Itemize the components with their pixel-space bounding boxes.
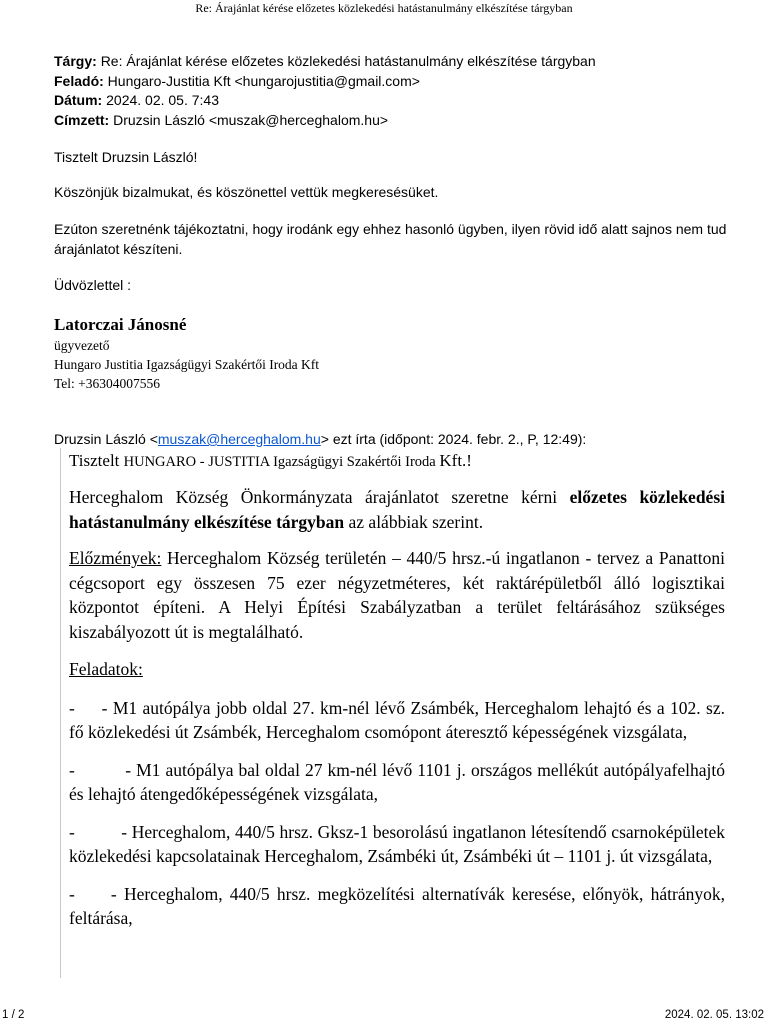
page-number: 1 / 2 (2, 1009, 25, 1021)
tasks-label: Feladatok: (69, 659, 143, 679)
signature-block (54, 314, 654, 393)
request-text-bold: előzetes közlekedési hatástanulmány elkészítése tárgyban (69, 487, 725, 532)
task-item: - - Herceghalom, 440/5 hrsz. Gksz-1 besorolású ingatlanon létesítendő csarnoképületek közlekedési kapcsolatainak Herceghalom, Zsámbéki út, Zsámbéki út – 1101 j. út vizsgálata, (69, 821, 730, 866)
signature-name: Latorczai Jánosné (54, 315, 187, 334)
date-row (54, 91, 734, 111)
from-value: Hungaro-Justitia Kft <hungarojustitia@gmail.com> (107, 72, 420, 89)
from-row (54, 72, 734, 92)
signature-company: Hungaro Justitia Igazságügyi Szakértői Iroda Kft (54, 357, 320, 372)
quoted-greeting-office: Igazságügyi Szakértői Iroda (273, 454, 440, 470)
background-text: Herceghalom Község területén – 440/5 hrsz.-ú ingatlanon - tervez a Panattoni cégcsoport egy összesen 75 ezer négyzetméteres, két raktárépületből álló logisztikai központot építeni. A Helyi Építési Szabályzatban a terület feltárásához szükséges kiszabályozott út is megtalálható. (69, 548, 725, 642)
page-header-title: Re: Árajánlat kérése előzetes közlekedési hatástanulmány elkészítése tárgyban (195, 1, 573, 15)
signature-role: ügyvezető (54, 338, 110, 353)
tasks-heading (69, 657, 725, 682)
task-item: - - Herceghalom, 440/5 hrsz. megközelítési alternatívák keresése, előnyök, hátrányok, feltárása, (69, 883, 730, 928)
reply-greeting: Tisztelt Druzsin László! (54, 149, 198, 165)
quoted-paragraph-request (69, 485, 725, 534)
task-item: - - M1 autópálya jobb oldal 27. km-nél lévő Zsámbék, Herceghalom lehajtó és a 102. sz. fő közlekedési út Zsámbék, Herceghalom csomópont áteresztő képességének vizsgálata, (69, 697, 730, 742)
quoted-greeting (69, 450, 725, 473)
subject-label: Tárgy: (54, 53, 97, 69)
date-value: 2024. 02. 05. 7:43 (106, 92, 219, 108)
quoted-message (60, 448, 730, 978)
signature-phone: Tel: +36304007556 (54, 376, 161, 391)
quoted-greeting-end: Kft.! (439, 451, 472, 470)
subject-value: Re: Árajánlat kérése előzetes közlekedési hatástanulmány elkészítése tárgyban (100, 53, 596, 69)
email-meta (54, 52, 734, 130)
date-label: Dátum: (54, 92, 103, 108)
request-text-c: az alábbiak szerint. (344, 511, 484, 532)
quoted-greeting-company: HUNGARO - JUSTITIA (123, 454, 274, 470)
quoted-greeting-part: Tisztelt (69, 451, 124, 470)
quote-intro (54, 430, 754, 449)
print-timestamp: 2024. 02. 05. 13:02 (664, 1009, 764, 1021)
background-label: Előzmények: (69, 548, 162, 568)
subject-row (54, 52, 734, 72)
from-label: Feladó: (54, 72, 104, 89)
to-label: Címzett: (54, 111, 110, 128)
quote-intro-prefix: Druzsin László < (54, 431, 158, 447)
quote-intro-suffix: > ezt írta (időpont: 2024. febr. 2., P, 12:49): (320, 431, 587, 447)
to-value: Druzsin László <muszak@herceghalom.hu> (113, 111, 389, 128)
task-item: - - M1 autópálya bal oldal 27 km-nél lévő 1101 j. országos mellékút autópályafelhajtó és lehajtó átengedőképességének vizsgálata, (69, 759, 730, 804)
request-text-a: Herceghalom Község Önkormányzata árajánlatot szeretne kérni (69, 487, 570, 507)
reply-closing: Üdvözlettel : (54, 277, 132, 293)
reply-thanks: Köszönjük bizalmukat, és köszönettel vettük megkeresésüket. (54, 184, 439, 200)
to-row (54, 111, 734, 131)
reply-info: Ezúton szeretnénk tájékoztatni, hogy irodánk egy ehhez hasonló ügyben, ilyen rövid idő alatt sajnos nem tud árajánlatot készíteni. (54, 221, 727, 257)
quoted-paragraph-background (69, 546, 725, 644)
sender-email-link[interactable]: muszak@herceghalom.hu (157, 431, 321, 447)
